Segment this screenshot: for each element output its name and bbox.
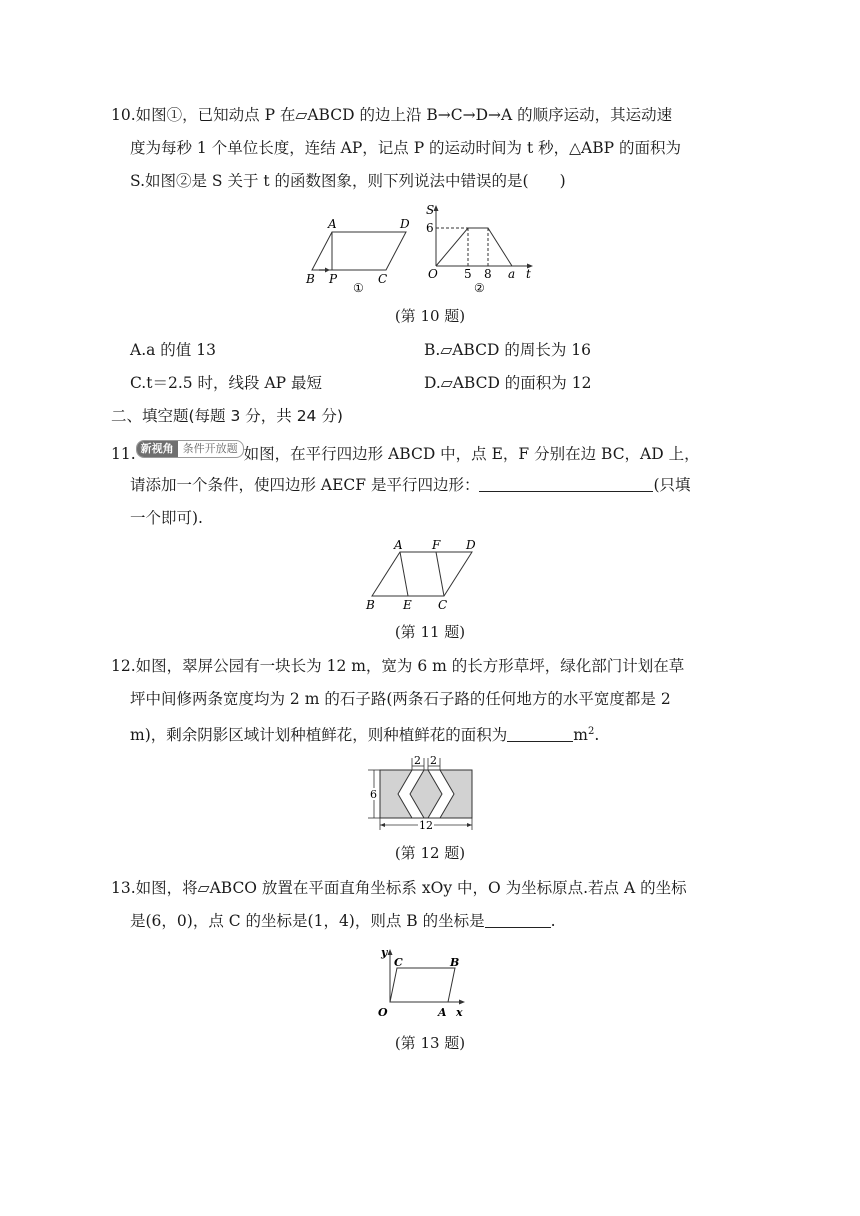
q12-line-3-text: m)，剩余阴影区域计划种植鲜花，则种植鲜花的面积为 (130, 726, 508, 745)
new-perspective-badge (136, 440, 244, 458)
q11-line-1 (111, 440, 700, 465)
fig13-label-o: O (378, 1006, 388, 1019)
fig2-number: ② (474, 281, 485, 295)
q12-unit-exponent: 2 (587, 726, 595, 737)
q13-answer-blank[interactable] (485, 911, 551, 928)
fig2-label-8: 8 (484, 267, 492, 281)
q10-option-a: A.a 的值 13 (130, 341, 216, 359)
fig13-label-a: A (438, 1006, 447, 1019)
fig1-label-a: A (328, 217, 337, 231)
q13-caption: (第 13 题) (394, 1034, 466, 1052)
fig12-width-2: 2 (430, 754, 437, 767)
fig12-width-1: 2 (414, 754, 421, 767)
q12-period: . (594, 726, 600, 745)
q11-line-2-text: 请添加一个条件，使四边形 AECF 是平行四边形： (130, 476, 480, 494)
fig2-label-s: S (426, 203, 435, 217)
fig13-label-c: C (394, 956, 403, 969)
q11-line-2-tail: (只填 (653, 476, 691, 494)
q13-line-1: 13.如图，将▱ABCO 放置在平面直角坐标系 xOy 中，O 为坐标原点.若点 A 的坐标 (111, 879, 687, 897)
q11-number: 11. (111, 445, 136, 463)
q12-figure (366, 754, 478, 834)
fig1-number: ① (353, 281, 364, 295)
fig13-label-b: B (450, 956, 460, 969)
q13-figure (370, 946, 470, 1024)
fig1-label-c: C (378, 272, 388, 286)
q13-line-2-text: 是(6，0)，点 C 的坐标是(1，4)，则点 B 的坐标是 (130, 912, 485, 930)
fig11-label-c: C (438, 598, 448, 612)
section-2-heading: 二、填空题(每题 3 分，共 24 分) (111, 407, 343, 425)
q10-caption: (第 10 题) (394, 307, 466, 325)
q13-line-2 (130, 910, 556, 932)
fig1-label-b: B (306, 272, 315, 286)
badge-new: 新视角 (137, 441, 178, 457)
q11-line-2 (130, 474, 691, 496)
fig11-label-e: E (403, 598, 412, 612)
badge-tag: 条件开放题 (182, 442, 238, 455)
fig11-label-d: D (466, 538, 476, 552)
q11-line-1-text: 如图，在平行四边形 ABCD 中，点 E，F 分别在边 BC，AD 上， (243, 445, 700, 463)
q12-line-2: 坪中间修两条宽度均为 2 m 的石子路(两条石子路的任何地方的水平宽度都是 2 (130, 690, 671, 708)
q10-line-1: 10.如图①，已知动点 P 在▱ABCD 的边上沿 B→C→D→A 的顺序运动，其运动速 (111, 106, 673, 124)
fig2-label-5: 5 (464, 267, 472, 281)
q10-line-3: S.如图②是 S 关于 t 的函数图象，则下列说法中错误的是( ) (130, 172, 566, 190)
fig12-length: 12 (419, 819, 433, 832)
q10-option-d: D.▱ABCD 的面积为 12 (424, 374, 592, 392)
fig13-label-x: x (456, 1006, 463, 1019)
fig2-label-a: a (508, 267, 516, 281)
q10-option-b: B.▱ABCD 的周长为 16 (424, 341, 591, 359)
fig2-label-t: t (526, 267, 531, 281)
fig2-label-o: O (428, 267, 438, 281)
q10-figure-1 (300, 212, 420, 294)
fig11-label-f: F (432, 538, 441, 552)
fig12-height: 6 (370, 788, 377, 801)
q10-figure-2 (422, 202, 542, 294)
q13-period: . (550, 912, 556, 930)
fig11-label-b: B (366, 598, 375, 612)
fig11-label-a: A (394, 538, 403, 552)
q11-figure (360, 538, 484, 614)
q12-line-1: 12.如图，翠屏公园有一块长为 12 m，宽为 6 m 的长方形草坪，绿化部门计划在草 (111, 657, 685, 675)
q11-line-3: 一个即可). (130, 509, 203, 527)
q12-answer-blank[interactable] (507, 725, 573, 742)
q11-caption: (第 11 题) (394, 623, 466, 641)
q12-unit: m (573, 726, 588, 745)
fig2-label-6: 6 (426, 221, 434, 235)
q10-line-2: 度为每秒 1 个单位长度，连结 AP，记点 P 的运动时间为 t 秒，△ABP 的面积为 (130, 139, 681, 157)
fig13-label-y: y (381, 946, 388, 959)
q11-answer-blank[interactable] (479, 475, 653, 492)
q12-caption: (第 12 题) (394, 844, 466, 862)
fig1-label-p: P (329, 272, 338, 286)
q12-line-3 (130, 721, 599, 746)
fig1-label-d: D (400, 217, 410, 231)
q10-option-c: C.t＝2.5 时，线段 AP 最短 (130, 374, 323, 392)
